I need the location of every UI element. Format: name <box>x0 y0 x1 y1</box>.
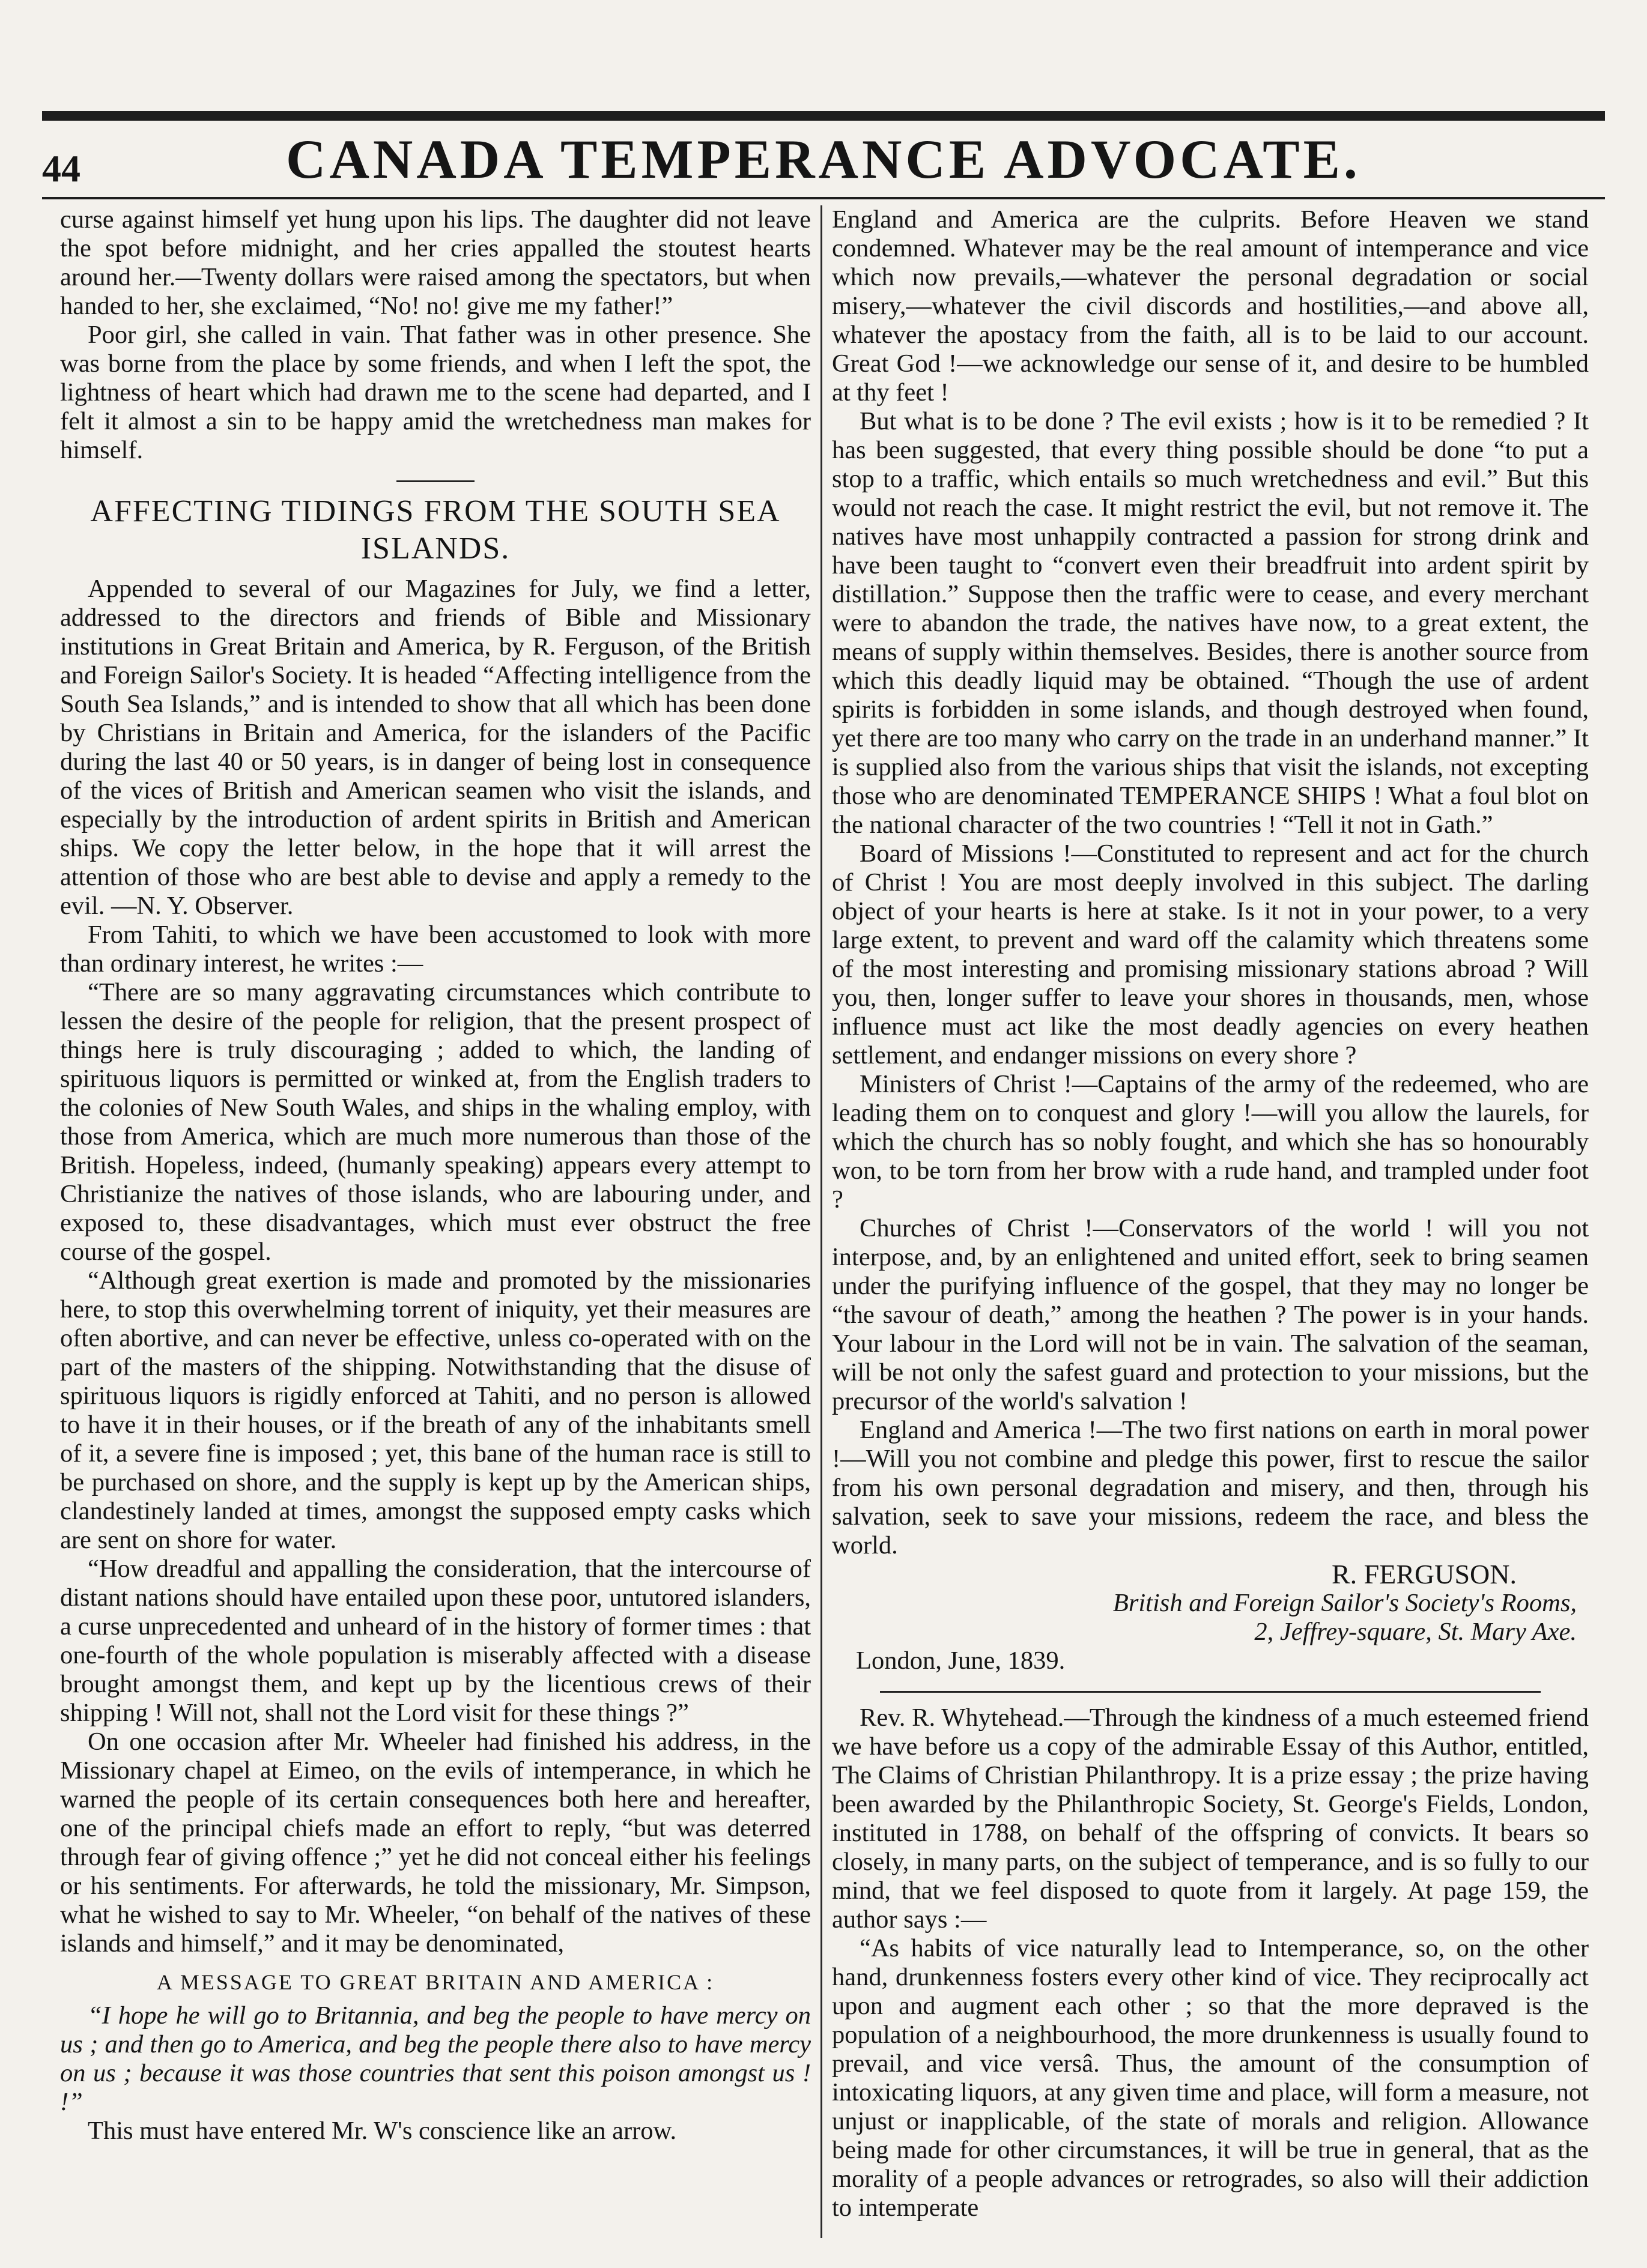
paragraph: England and America are the culprits. Before Heaven we stand condemned. Whatever may be the real amount of intemperance and vice which now prevails,—whatever the personal degradation or social misery,—whatever the civil discords and hostilities,—and above all, whatever the apostacy from the faith, all is to be laid to our account. Great God !—we acknowledge our sense of it, and desire to be humbled at thy feet ! <box>832 205 1589 407</box>
section-divider <box>880 1691 1541 1693</box>
paragraph: curse against himself yet hung upon his lips. The daughter did not leave the spot before midnight, and her cries appalled the stoutest hearts around her.—Twenty dollars were raised among the spectators, but when handed to her, she exclaimed, “No! no! give me my father!” <box>60 205 811 320</box>
section-divider <box>396 480 475 482</box>
left-column <box>60 205 811 2238</box>
signature-address: 2, Jeffrey-square, St. Mary Axe. <box>1254 1618 1577 1646</box>
paragraph: Rev. R. Whytehead.—Through the kindness of a much esteemed friend we have before us a copy of the admirable Essay of this Author, entitled, The Claims of Christian Philanthropy. It is a prize essay ; the prize having been awarded by the Philanthropic Society, St. George's Fields, London, instituted in 1788, on behalf of the offspring of convicts. It bears so closely, in many parts, on the subject of temperance, and is so fully to our mind, that we feel disposed to quote from it largely. At page 159, the author says :— <box>832 1704 1589 1934</box>
page-header <box>42 125 1605 191</box>
article-headline: AFFECTING TIDINGS FROM THE SOUTH SEA ISLANDS. <box>90 494 781 566</box>
paragraph: “There are so many aggravating circumstances which contribute to lessen the desire of the people for religion, that the present prospect of things here is truly discouraging ; added to which, the landing of spirituous liquors is permitted or winked at, from the English traders to the colonies of New South Wales, and ships in the whaling employ, with those from America, which are much more numerous than those of the British. Hopeless, indeed, (humanly speaking) appears every attempt to Christianize the natives of those islands, who are labouring under, and exposed to, these disadvantages, which must ever obstruct the free course of the gospel. <box>60 978 811 1266</box>
header-rule <box>42 197 1605 199</box>
paragraph: England and America !—The two first nations on earth in moral power !—Will you not combine and pledge this power, first to rescue the sailor from his own personal degradation and misery, and then, through his salvation, seek to save your missions, redeem the race, and bless the world. <box>832 1416 1589 1559</box>
paragraph: “Although great exertion is made and promoted by the missionaries here, to stop this overwhelming torrent of iniquity, yet their measures are often abortive, and can never be effective, unless co-operated with on the part of the masters of the shipping. Notwithstanding that the disuse of spirituous liquors is rigidly enforced at Tahiti, and no person is allowed to have it in their houses, or if the breath of any of the inhabitants smell of it, a severe fine is imposed ; yet, this bane of the human race is still to be purchased on shore, and the supply is kept up by the American ships, clandestinely landed at times, amongst the supposed empty casks which are sent on shore for water. <box>60 1266 811 1554</box>
paragraph: Ministers of Christ !—Captains of the army of the redeemed, who are leading them on to conquest and glory !—will you allow the laurels, for which the church has so nobly fought, and which she has so honourably won, to be torn from her brow with a rude hand, and trampled under foot ? <box>832 1070 1589 1214</box>
paragraph: From Tahiti, to which we have been accustomed to look with more than ordinary interest, he writes :— <box>60 921 811 978</box>
message-subhead: A MESSAGE TO GREAT BRITAIN AND AMERICA : <box>156 1970 715 1994</box>
paragraph: Board of Missions !—Constituted to represent and act for the church of Christ ! You are most deeply involved in this subject. The darling object of your hearts is here at stake. Is it not in your power, to a very large extent, to prevent and ward off the calamity which threatens some of the most interesting and promising missionary stations abroad ? Will you, then, longer suffer to leave your shores in thousands, men, whose influence must act like the most deadly agencies on every heathen settlement, and endanger missions on every shore ? <box>832 839 1589 1069</box>
paragraph: Churches of Christ !—Conservators of the world ! will you not interpose, and, by an enlightened and united effort, seek to bring seamen under the purifying influence of the gospel, that they may no longer be “the savour of death,” among the heathen ? The power is in your hands. Your labour in the Lord will not be in vain. The salvation of the seaman, will be not only the safest guard and protection to your missions, but the precursor of the world's salvation ! <box>832 1214 1589 1415</box>
right-column <box>832 205 1589 2238</box>
paragraph: On one occasion after Mr. Wheeler had finished his address, in the Missionary chapel at Eimeo, on the evils of intemperance, in which he warned the people of its certain consequences both here and hereafter, one of the principal chiefs made an effort to reply, “but was deterred through fear of giving offence ;” yet he did not conceal either his feelings or his sentiments. For afterwards, he told the missionary, Mr. Simpson, what he wished to say to Mr. Wheeler, “on behalf of the natives of these islands and himself,” and it may be denominated, <box>60 1728 811 1958</box>
paragraph: Appended to several of our Magazines for July, we find a letter, addressed to the directors and friends of Bible and Missionary institutions in Great Britain and America, by R. Ferguson, of the British and Foreign Sailor's Society. It is headed “Affecting intelligence from the South Sea Islands,” and is intended to show that all which has been done by Christians in Britain and America, for the islanders of the Pacific during the last 40 or 50 years, is in danger of being lost in consequence of the vices of British and American seamen who visit the islands, and especially by the introduction of ardent spirits in British and American ships. We copy the letter below, in the hope that it will arrest the attention of those who are best able to devise and apply a remedy to the evil. —N. Y. Observer. <box>60 575 811 920</box>
paragraph: “As habits of vice naturally lead to Intemperance, so, on the other hand, drunkenness fosters every other kind of vice. They reciprocally act upon and augment each other ; so that the more depraved is the population of a neighbourhood, the more drunkenness is usually found to prevail, and vice versâ. Thus, the amount of the consumption of intoxicating liquors, at any given time and place, will form a measure, not unjust or inapplicable, of the state of morals and religion. Allowance being made for other circumstances, it will be true in general, that as the morality of a people advances or retrogrades, so also will their addiction to intemperate <box>832 1934 1589 2222</box>
paragraph: This must have entered Mr. W's conscience like an arrow. <box>88 2117 677 2145</box>
masthead-title: CANADA TEMPERANCE ADVOCATE. <box>286 129 1361 190</box>
paragraph: But what is to be done ? The evil exists ; how is it to be remedied ? It has been suggested, that every thing possible should be done “to put a stop to a traffic, which entails so much wretchedness and evil.” But this would not reach the case. It might restrict the evil, but not remove it. The natives have most unhappily contracted a passion for strong drink and have been taught to “convert even their breadfruit into ardent spirit by distillation.” Suppose then the traffic were to cease, and every merchant were to abandon the trade, the natives have now, to a great extent, the means of supply within themselves. Besides, there is another source from which this deadly liquid may be obtained. “Though the use of ardent spirits is forbidden in some islands, and though destroyed when found, yet there are too many who carry on the trade in an underhand manner.” It is supplied also from the various ships that visit the islands, not excepting those who are denominated TEMPERANCE SHIPS ! What a foul blot on the national character of the two countries ! “Tell it not in Gath.” <box>832 407 1589 839</box>
paragraph: Poor girl, she called in vain. That father was in other presence. She was borne from the place by some friends, and when I left the spot, the lightness of heart which had drawn me to the scene had departed, and I felt it almost a sin to be happy amid the wretchedness man makes for himself. <box>60 321 811 464</box>
signature-address: British and Foreign Sailor's Society's Rooms, <box>1112 1589 1577 1617</box>
paragraph: “How dreadful and appalling the consideration, that the intercourse of distant nations should have entailed upon these poor, untutored islanders, a curse unprecedented and unheard of in the history of former times : that one-fourth of the whole population is miserably affected with a disease brought amongst them, and kept up by the licentious crews of their shipping ! Will not, shall not the Lord visit for these things ?” <box>60 1555 811 1727</box>
signature-date: London, June, 1839. <box>856 1647 1066 1675</box>
column-divider <box>820 205 822 2238</box>
quoted-message: “I hope he will go to Britannia, and beg the people to have mercy on us ; and then go to America, and beg the people there also to have mercy on us ; because it was those countries that sent this poison amongst us ! !” <box>60 2001 811 2116</box>
signature-name: R. FERGUSON. <box>1331 1559 1517 1589</box>
top-rule <box>42 111 1605 121</box>
page-number: 44 <box>42 147 80 190</box>
